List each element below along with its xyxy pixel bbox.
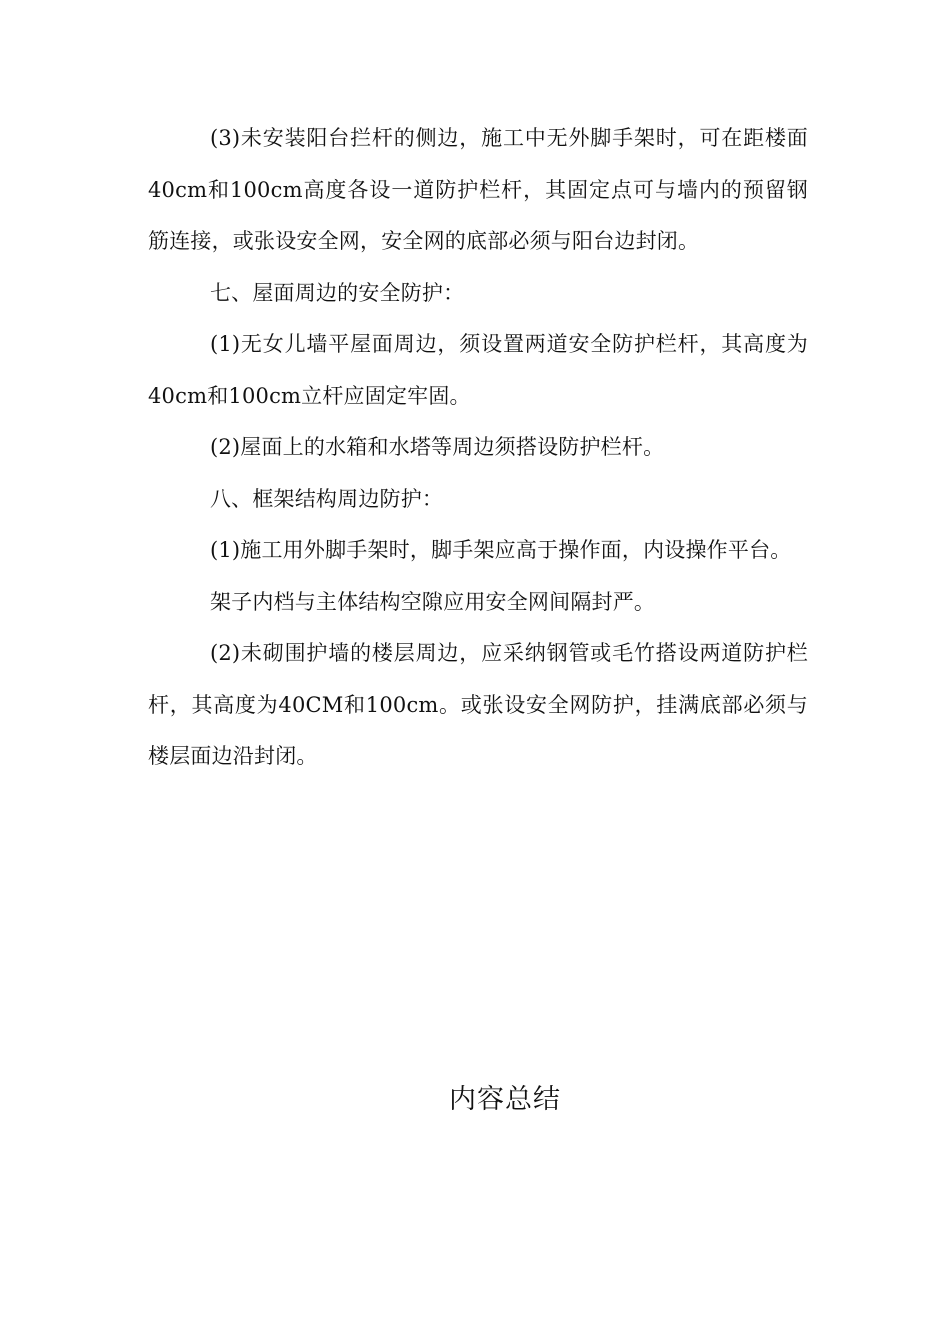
- paragraph-safety-net-gap: 架子内档与主体结构空隙应用安全网间隔封严。: [209, 589, 656, 614]
- paragraph-floor-edge: (2)未砌围护墙的楼层周边，应采纳钢管或毛竹搭设两道防护栏杆，其高度为40CM和100cm。或张设安全网防护，挂满底部必须与楼层面边沿封闭。: [148, 641, 808, 768]
- section-heading-frame-protection: 八、框架结构周边防护：: [209, 486, 444, 511]
- paragraph-scaffold: (1)施工用外脚手架时，脚手架应高于操作面，内设操作平台。: [209, 538, 792, 562]
- paragraph-water-tank: (2)屋面上的水箱和水塔等周边须搭设防护栏杆。: [209, 435, 665, 459]
- paragraph-roof-parapet: (1)无女儿墙平屋面周边，须设置两道安全防护栏杆，其高度为40cm和100cm立杆应固定牢固。: [148, 332, 808, 408]
- paragraph-balcony-railing: (3)未安装阳台拦杆的侧边，施工中无外脚手架时，可在距楼面40cm和100cm高度各设一道防护栏杆，其固定点可与墙内的预留钢筋连接，或张设安全网，安全网的底部必须与阳台边封闭。: [148, 126, 808, 253]
- document-body: [148, 113, 808, 783]
- summary-title: 内容总结: [449, 1084, 561, 1115]
- section-heading-roof-protection: 七、屋面周边的安全防护：: [209, 280, 465, 305]
